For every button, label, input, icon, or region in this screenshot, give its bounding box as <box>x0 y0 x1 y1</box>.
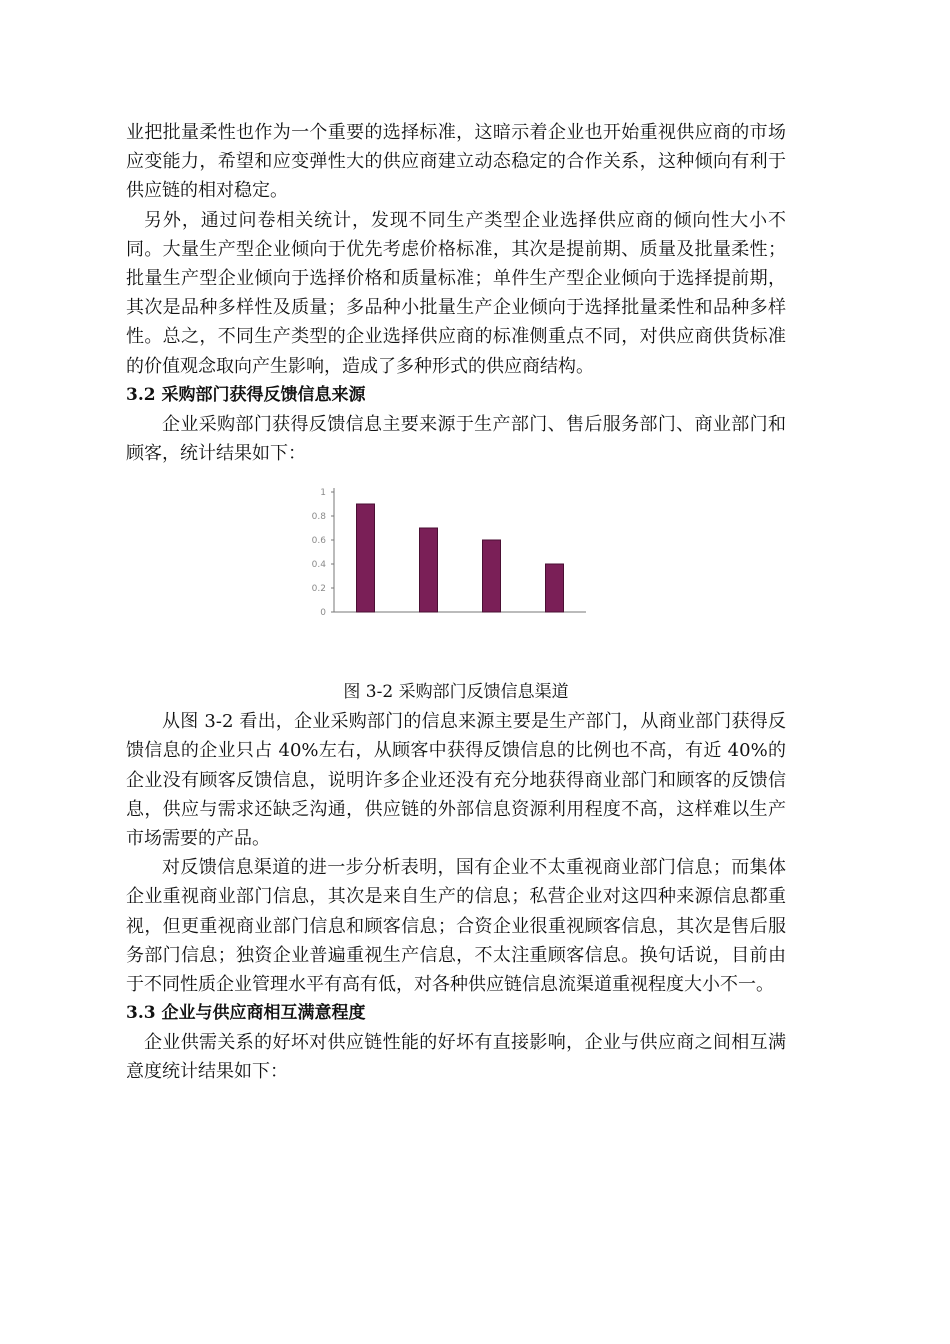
document-page <box>126 118 786 1087</box>
figure <box>126 474 786 674</box>
y-tick-label: 0.8 <box>311 512 326 523</box>
y-tick-label: 0.2 <box>311 584 326 595</box>
bar <box>546 564 564 612</box>
y-tick-label: 1 <box>320 488 326 499</box>
paragraph: 企业采购部门获得反馈信息主要来源于生产部门、售后服务部门、商业部门和顾客，统计结果如下： <box>126 413 786 465</box>
y-tick-label: 0.6 <box>311 536 326 547</box>
paragraph: 企业供需关系的好坏对供应链性能的好坏有直接影响，企业与供应商之间相互满意度统计结果如下： <box>126 1032 786 1083</box>
paragraph: 另外，通过问卷相关统计，发现不同生产类型企业选择供应商的倾向性大小不同。大量生产型企业倾向于优先考虑价格标准，其次是提前期、质量及批量柔性；批量生产型企业倾向于选择价格和质量标准；单件生产型企业倾向于选择提前期，其次是品种多样性及质量；多品种小批量生产企业倾向于选择批量柔性和品种多样性。总之，不同生产类型的企业选择供应商的标准侧重点不同，对供应商供货标准的价值观念取向产生影响，造成了多种形式的供应商结构。 <box>126 209 786 377</box>
section-heading: 3.2 采购部门获得反馈信息来源 <box>126 384 366 405</box>
paragraph: 对反馈信息渠道的进一步分析表明，国有企业不太重视商业部门信息；而集体企业重视商业部门信息，其次是来自生产的信息；私营企业对这四种来源信息都重视，但更重视商业部门信息和顾客信息；合资企业很重视顾客信息，其次是售后服务部门信息；独资企业普遍重视生产信息，不太注重顾客信息。换句话说，目前由于不同性质企业管理水平有高有低，对各种供应链信息流渠道重视程度大小不一。 <box>126 857 786 996</box>
bar <box>420 528 438 612</box>
bar <box>357 504 375 612</box>
bar-chart <box>286 474 626 674</box>
section-heading: 3.3 企业与供应商相互满意程度 <box>126 1003 366 1024</box>
bar <box>483 540 501 612</box>
figure-caption: 图 3-2 采购部门反馈信息渠道 <box>343 682 569 703</box>
y-tick-label: 0.4 <box>311 560 326 571</box>
y-tick-label: 0 <box>320 608 326 619</box>
paragraph: 业把批量柔性也作为一个重要的选择标准，这暗示着企业也开始重视供应商的市场应变能力，希望和应变弹性大的供应商建立动态稳定的合作关系，这种倾向有利于供应链的相对稳定。 <box>126 122 786 202</box>
paragraph: 从图 3-2 看出，企业采购部门的信息来源主要是生产部门，从商业部门获得反馈信息的企业只占 40%左右，从顾客中获得反馈信息的比例也不高，有近 40%的企业没有顾客反馈信息，说明许多企业还没有充分地获得商业部门和顾客的反馈信息，供应与需求还缺乏沟通，供应链的外部信息资源利用程度不高，这样难以生产市场需要的产品。 <box>126 711 786 850</box>
